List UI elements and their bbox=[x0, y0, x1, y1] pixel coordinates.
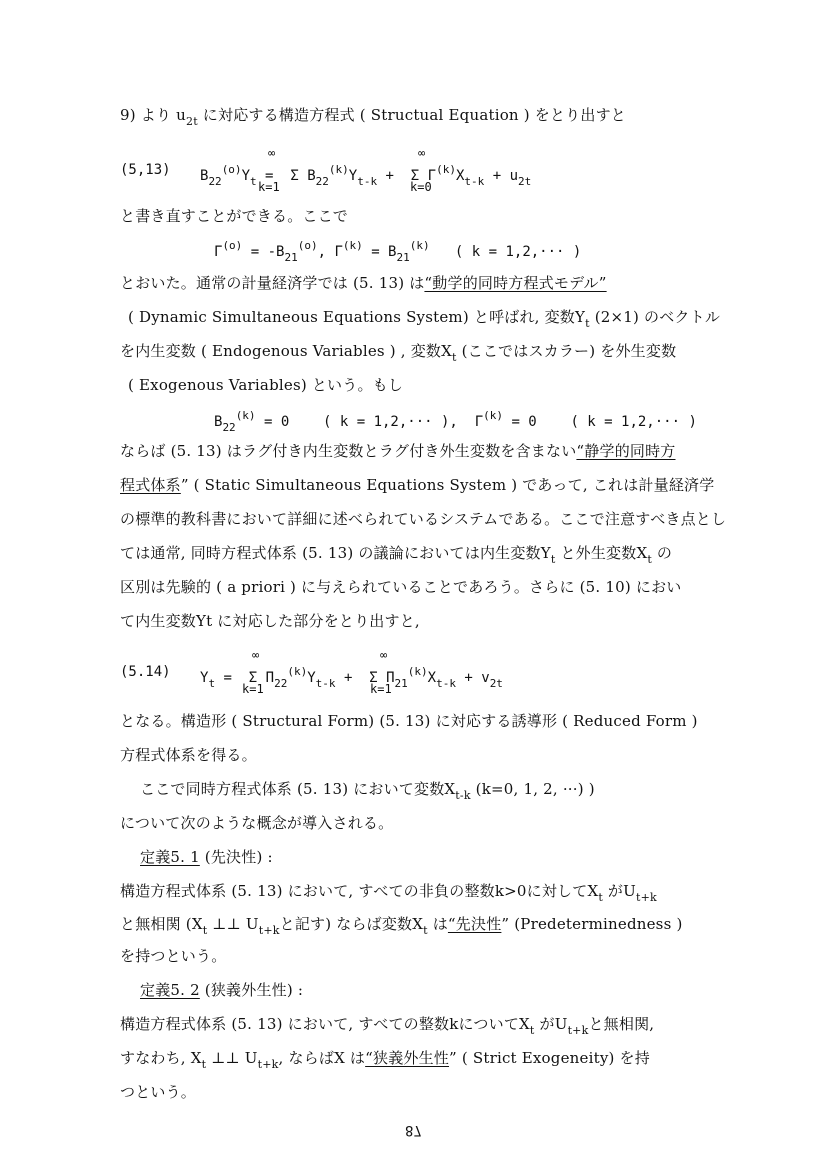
text-line-13 bbox=[120, 543, 672, 570]
text: ” ( Strict Exogeneity) を持 bbox=[449, 1049, 650, 1067]
equation-label-5-13: (5,13) bbox=[120, 162, 171, 178]
text-line-12: の標準的教科書において詳細に述べられているシステムである。ここで注意すべき点とし bbox=[120, 510, 727, 528]
text-line-1 bbox=[120, 105, 626, 132]
term-static-model: “静学的同時方 bbox=[576, 442, 676, 460]
sum-lower-limit: k=1 bbox=[258, 180, 280, 194]
text-line-22 bbox=[120, 881, 657, 908]
text-line-5 bbox=[120, 273, 607, 293]
definition-title: 定義5. 2 bbox=[140, 981, 200, 999]
sum-lower-limit: k=1 bbox=[242, 682, 264, 696]
text: がU bbox=[534, 1015, 568, 1033]
text: に対応する構造方程式 ( Structual Equation ) をとり出すと bbox=[197, 106, 626, 124]
sum-lower-limit: k=1 bbox=[370, 682, 392, 696]
subscript: t bbox=[598, 891, 603, 904]
subscript: t+k bbox=[567, 1024, 589, 1037]
equation-5-13: $B_{22}^{(o)}Y_t = \Sigma$ $B_{22}^{(k)}Y_{t-k} + \Sigma$ $\Gamma^{(k)}X_{t-k} + u_{2t}$ bbox=[200, 163, 532, 188]
text-line-6 bbox=[128, 307, 720, 334]
text-line-11 bbox=[120, 475, 714, 495]
text-line-14: 区別は先験的 ( a priori ) に与えられていることであろう。さらに (5. 10) におい bbox=[120, 578, 682, 596]
text: 9) より u bbox=[120, 106, 186, 124]
infinity-symbol: ∞ bbox=[252, 648, 260, 662]
text: 構造方程式体系 (5. 13) において, すべての非負の整数k>0に対してX bbox=[120, 882, 599, 900]
sum-lower-limit: k=0 bbox=[410, 180, 432, 194]
text: (ここではスカラー) を外生変数 bbox=[456, 342, 677, 360]
text-line-19 bbox=[140, 779, 595, 806]
text-line-7 bbox=[120, 341, 676, 368]
term-dynamic-model: “動学的同時方程式モデル” bbox=[424, 274, 607, 292]
text-line-3: と書き直すことができる。ここで bbox=[120, 207, 349, 225]
page-number: 87 bbox=[405, 1122, 422, 1138]
subscript: t bbox=[423, 924, 428, 937]
text: ” ( Static Simultaneous Equations System ) であって, これは計量経済学 bbox=[180, 476, 715, 494]
text: (先決性) : bbox=[199, 848, 273, 866]
text-line-10 bbox=[120, 441, 676, 461]
equation-label-5-14: (5.14) bbox=[120, 664, 171, 680]
text: と外生変数X bbox=[555, 544, 648, 562]
text: と無相関, bbox=[588, 1015, 655, 1033]
text: ( Dynamic Simultaneous Equations System) と呼ばれ, 変数Y bbox=[128, 308, 586, 326]
text-line-8: ( Exogenous Variables) という。もし bbox=[128, 376, 404, 394]
subscript: t bbox=[647, 553, 652, 566]
text: , ならばX は bbox=[278, 1049, 366, 1067]
text: 構造方程式体系 (5. 13) において, すべての整数kについてX bbox=[120, 1015, 530, 1033]
text: がU bbox=[602, 882, 636, 900]
subscript: t+k bbox=[635, 891, 657, 904]
text-line-17: となる。構造形 ( Structural Form) (5. 13) に対応する誘導形 ( Reduced Form ) bbox=[120, 712, 698, 730]
text-line-24: を持つという。 bbox=[120, 947, 227, 965]
subscript: t bbox=[201, 1058, 207, 1071]
subscript: t bbox=[550, 553, 556, 566]
text: ⊥⊥ U bbox=[206, 1049, 258, 1067]
text-line-26 bbox=[120, 1014, 654, 1041]
subscript: t bbox=[585, 317, 590, 330]
text: すなわち, X bbox=[120, 1049, 202, 1067]
text: ては通常, 同時方程式体系 (5. 13) の議論においては内生変数Y bbox=[120, 544, 551, 562]
infinity-symbol: ∞ bbox=[380, 648, 388, 662]
text: の bbox=[651, 544, 673, 562]
subscript: t+k bbox=[258, 924, 280, 937]
term-static-model-cont: 程式体系 bbox=[120, 476, 181, 494]
subscript: 2t bbox=[186, 115, 198, 128]
text: ” (Predeterminedness ) bbox=[501, 915, 683, 933]
definition-5-2-heading bbox=[140, 980, 303, 1000]
subscript: t bbox=[452, 351, 457, 364]
text-line-15: て内生変数Yt に対応した部分をとり出すと, bbox=[120, 612, 420, 630]
infinity-symbol: ∞ bbox=[418, 146, 426, 160]
text-line-18: 方程式体系を得る。 bbox=[120, 746, 257, 764]
text: (狭義外生性) : bbox=[199, 981, 304, 999]
term-predeterminedness: “先決性 bbox=[447, 915, 502, 933]
text-line-27 bbox=[120, 1048, 650, 1075]
subscript: t-k bbox=[455, 789, 471, 802]
definition-5-1-heading bbox=[140, 847, 273, 867]
text: ここで同時方程式体系 (5. 13) において変数X bbox=[140, 780, 456, 798]
text: を内生変数 ( Endogenous Variables ) , 変数X bbox=[120, 342, 453, 360]
text: とおいた。通常の計量経済学では (5. 13) は bbox=[120, 274, 425, 292]
text: と記す) ならば変数X bbox=[279, 915, 424, 933]
text-line-28: つという。 bbox=[120, 1083, 197, 1101]
text: ならば (5. 13) はラグ付き内生変数とラグ付き外生変数を含まない bbox=[120, 442, 577, 460]
gamma-definition: $\Gamma^{(o)} = -B_{21}^{(o)}$, $\Gamma^{(k)} = B_{21}^{(k)}$ ( k = 1,2,··· ) bbox=[214, 239, 582, 264]
text: は bbox=[427, 915, 448, 933]
text-line-23 bbox=[120, 914, 683, 941]
subscript: t bbox=[529, 1024, 535, 1037]
text: と無相関 (X bbox=[120, 915, 203, 933]
equation-5-14: $Y_t = \Sigma$ $\Pi_{22}^{(k)}Y_{t-k} + \Sigma$ $\Pi_{21}^{(k)}X_{t-k} + v_{2t}$ bbox=[200, 665, 503, 690]
subscript: t+k bbox=[257, 1058, 279, 1071]
text: (k=0, 1, 2, ···) ) bbox=[470, 780, 595, 798]
definition-title: 定義5. 1 bbox=[140, 848, 200, 866]
infinity-symbol: ∞ bbox=[268, 146, 276, 160]
term-strict-exogeneity: “狭義外生性 bbox=[365, 1049, 450, 1067]
subscript: t bbox=[202, 924, 208, 937]
text-line-20: について次のような概念が導入される。 bbox=[120, 814, 394, 832]
text: (2×1) のベクトル bbox=[589, 308, 721, 326]
condition-equation: $B_{22}^{(k)} = 0$ ( k = 1,2,··· ), $\Gamma^{(k)} = 0$ ( k = 1,2,··· ) bbox=[214, 409, 697, 434]
text: ⊥⊥ U bbox=[207, 915, 259, 933]
